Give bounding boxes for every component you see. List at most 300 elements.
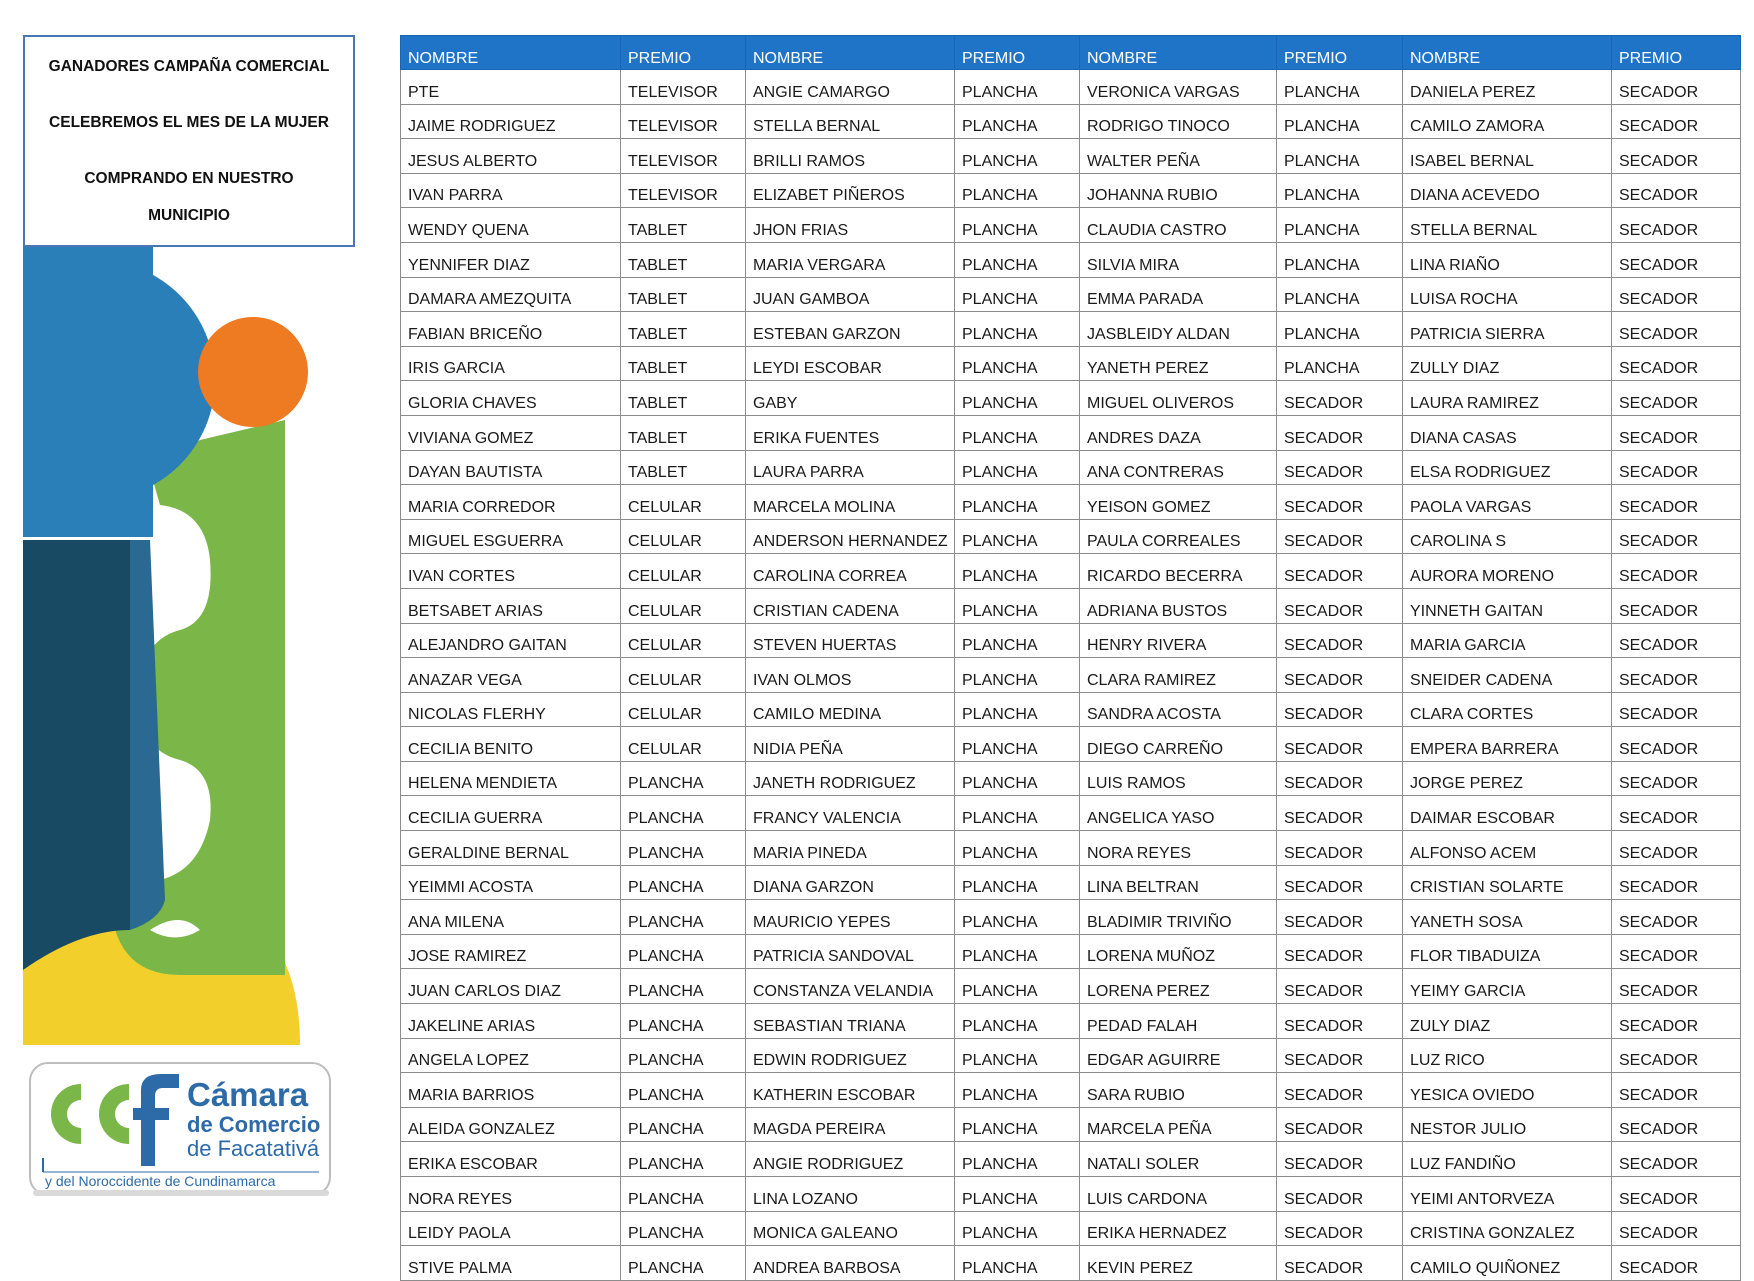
prize-cell: PLANCHA	[955, 796, 1080, 831]
prize-cell: SECADOR	[1612, 139, 1741, 174]
winner-name-cell: ERIKA HERNADEZ	[1080, 1211, 1277, 1246]
table-row	[401, 415, 1741, 450]
prize-cell: SECADOR	[1612, 969, 1741, 1004]
logo-name-line-1: Cámara	[187, 1076, 309, 1113]
prize-cell: CELULAR	[621, 623, 746, 658]
prize-cell: SECADOR	[1277, 415, 1403, 450]
winner-name-cell: LUIS CARDONA	[1080, 1177, 1277, 1212]
orange-circle	[198, 317, 308, 427]
winner-name-cell: CLAUDIA CASTRO	[1080, 208, 1277, 243]
winner-name-cell: MIGUEL ESGUERRA	[401, 519, 621, 554]
winner-name-cell: LINA RIAÑO	[1403, 242, 1612, 277]
prize-cell: PLANCHA	[955, 1038, 1080, 1073]
winners-table	[400, 35, 1741, 1281]
header-row	[401, 36, 1741, 70]
winner-name-cell: JHON FRIAS	[746, 208, 955, 243]
prize-cell: SECADOR	[1277, 1004, 1403, 1039]
winner-name-cell: ANDRES DAZA	[1080, 415, 1277, 450]
winner-name-cell: LEYDI ESCOBAR	[746, 346, 955, 381]
winner-name-cell: SILVIA MIRA	[1080, 242, 1277, 277]
prize-cell: PLANCHA	[1277, 242, 1403, 277]
prize-cell: SECADOR	[1277, 900, 1403, 935]
winner-name-cell: PATRICIA SIERRA	[1403, 312, 1612, 347]
winner-name-cell: IVAN CORTES	[401, 554, 621, 589]
prize-cell: SECADOR	[1612, 485, 1741, 520]
winner-name-cell: RICARDO BECERRA	[1080, 554, 1277, 589]
prize-cell: SECADOR	[1612, 1073, 1741, 1108]
column-header-nombre: NOMBRE	[1403, 36, 1612, 70]
winner-name-cell: ESTEBAN GARZON	[746, 312, 955, 347]
winner-name-cell: RODRIGO TINOCO	[1080, 104, 1277, 139]
winner-name-cell: DIEGO CARREÑO	[1080, 727, 1277, 762]
title-line-1: GANADORES CAMPAÑA COMERCIAL	[48, 58, 330, 75]
winner-name-cell: JAIME RODRIGUEZ	[401, 104, 621, 139]
prize-cell: SECADOR	[1612, 934, 1741, 969]
navy-shape	[23, 540, 130, 970]
prize-cell: SECADOR	[1277, 1246, 1403, 1281]
prize-cell: PLANCHA	[621, 761, 746, 796]
winner-name-cell: CAMILO MEDINA	[746, 692, 955, 727]
prize-cell: PLANCHA	[955, 1107, 1080, 1142]
prize-cell: PLANCHA	[955, 1004, 1080, 1039]
table-row	[401, 796, 1741, 831]
winner-name-cell: FABIAN BRICEÑO	[401, 312, 621, 347]
chamber-of-commerce-logo	[29, 1062, 332, 1198]
winner-name-cell: ELSA RODRIGUEZ	[1403, 450, 1612, 485]
winner-name-cell: WENDY QUENA	[401, 208, 621, 243]
winner-name-cell: YEISON GOMEZ	[1080, 485, 1277, 520]
prize-cell: SECADOR	[1277, 831, 1403, 866]
table-row	[401, 865, 1741, 900]
table-row	[401, 1073, 1741, 1108]
winner-name-cell: DIANA CASAS	[1403, 415, 1612, 450]
prize-cell: PLANCHA	[955, 485, 1080, 520]
table-row	[401, 727, 1741, 762]
winner-name-cell: YEIMY GARCIA	[1403, 969, 1612, 1004]
prize-cell: PLANCHA	[621, 969, 746, 1004]
prize-cell: PLANCHA	[621, 1142, 746, 1177]
prize-cell: TELEVISOR	[621, 70, 746, 105]
winner-name-cell: MARCELA PEÑA	[1080, 1107, 1277, 1142]
winner-name-cell: CAMILO ZAMORA	[1403, 104, 1612, 139]
prize-cell: PLANCHA	[955, 70, 1080, 105]
prize-cell: PLANCHA	[955, 969, 1080, 1004]
logo-name-line-3: de Facatativá	[187, 1136, 320, 1161]
prize-cell: TABLET	[621, 381, 746, 416]
winner-name-cell: ALFONSO ACEM	[1403, 831, 1612, 866]
winner-name-cell: WALTER PEÑA	[1080, 139, 1277, 174]
column-header-premio: PREMIO	[621, 36, 746, 70]
winner-name-cell: DIANA ACEVEDO	[1403, 173, 1612, 208]
column-header-premio: PREMIO	[1612, 36, 1741, 70]
prize-cell: SECADOR	[1612, 208, 1741, 243]
winner-name-cell: LAURA PARRA	[746, 450, 955, 485]
table-row	[401, 934, 1741, 969]
column-header-nombre: NOMBRE	[746, 36, 955, 70]
winner-name-cell: SANDRA ACOSTA	[1080, 692, 1277, 727]
prize-cell: SECADOR	[1277, 485, 1403, 520]
winner-name-cell: LUIS RAMOS	[1080, 761, 1277, 796]
prize-cell: SECADOR	[1612, 70, 1741, 105]
prize-cell: SECADOR	[1612, 277, 1741, 312]
table-row	[401, 1142, 1741, 1177]
table-row	[401, 554, 1741, 589]
prize-cell: PLANCHA	[955, 1246, 1080, 1281]
prize-cell: SECADOR	[1277, 381, 1403, 416]
prize-cell: SECADOR	[1612, 727, 1741, 762]
winner-name-cell: YINNETH GAITAN	[1403, 588, 1612, 623]
winner-name-cell: DAYAN BAUTISTA	[401, 450, 621, 485]
prize-cell: SECADOR	[1277, 588, 1403, 623]
table-row	[401, 761, 1741, 796]
winner-name-cell: PATRICIA SANDOVAL	[746, 934, 955, 969]
prize-cell: SECADOR	[1612, 554, 1741, 589]
prize-cell: SECADOR	[1277, 623, 1403, 658]
table-row	[401, 1107, 1741, 1142]
prize-cell: PLANCHA	[621, 1246, 746, 1281]
prize-cell: PLANCHA	[955, 1211, 1080, 1246]
winner-name-cell: CAROLINA CORREA	[746, 554, 955, 589]
prize-cell: PLANCHA	[955, 519, 1080, 554]
prize-cell: SECADOR	[1277, 1107, 1403, 1142]
table-row	[401, 900, 1741, 935]
table-row	[401, 588, 1741, 623]
winner-name-cell: YANETH PEREZ	[1080, 346, 1277, 381]
table-row	[401, 173, 1741, 208]
winner-name-cell: LAURA RAMIREZ	[1403, 381, 1612, 416]
column-header-premio: PREMIO	[955, 36, 1080, 70]
prize-cell: PLANCHA	[1277, 173, 1403, 208]
winner-name-cell: BLADIMIR TRIVIÑO	[1080, 900, 1277, 935]
winner-name-cell: MARIA GARCIA	[1403, 623, 1612, 658]
prize-cell: TABLET	[621, 208, 746, 243]
prize-cell: PLANCHA	[621, 1038, 746, 1073]
prize-cell: PLANCHA	[955, 865, 1080, 900]
prize-cell: PLANCHA	[955, 934, 1080, 969]
prize-cell: SECADOR	[1612, 1142, 1741, 1177]
prize-cell: PLANCHA	[955, 831, 1080, 866]
prize-cell: CELULAR	[621, 727, 746, 762]
winner-name-cell: HENRY RIVERA	[1080, 623, 1277, 658]
winner-name-cell: MARIA VERGARA	[746, 242, 955, 277]
winner-name-cell: JUAN GAMBOA	[746, 277, 955, 312]
winner-name-cell: MARIA PINEDA	[746, 831, 955, 866]
winner-name-cell: LINA LOZANO	[746, 1177, 955, 1212]
winner-name-cell: FLOR TIBADUIZA	[1403, 934, 1612, 969]
prize-cell: SECADOR	[1612, 761, 1741, 796]
winner-name-cell: MAURICIO YEPES	[746, 900, 955, 935]
prize-cell: PLANCHA	[955, 1177, 1080, 1212]
prize-cell: PLANCHA	[1277, 277, 1403, 312]
winner-name-cell: YESICA OVIEDO	[1403, 1073, 1612, 1108]
prize-cell: PLANCHA	[621, 831, 746, 866]
winner-name-cell: STELLA BERNAL	[1403, 208, 1612, 243]
winner-name-cell: VERONICA VARGAS	[1080, 70, 1277, 105]
table-row	[401, 381, 1741, 416]
winner-name-cell: YANETH SOSA	[1403, 900, 1612, 935]
prize-cell: SECADOR	[1612, 1107, 1741, 1142]
table-row	[401, 831, 1741, 866]
prize-cell: PLANCHA	[955, 104, 1080, 139]
winner-name-cell: ANGIE RODRIGUEZ	[746, 1142, 955, 1177]
winner-name-cell: PEDAD FALAH	[1080, 1004, 1277, 1039]
prize-cell: SECADOR	[1612, 623, 1741, 658]
winner-name-cell: MAGDA PEREIRA	[746, 1107, 955, 1142]
prize-cell: PLANCHA	[955, 623, 1080, 658]
winner-name-cell: STELLA BERNAL	[746, 104, 955, 139]
prize-cell: PLANCHA	[1277, 70, 1403, 105]
prize-cell: SECADOR	[1277, 934, 1403, 969]
table-row	[401, 623, 1741, 658]
prize-cell: TELEVISOR	[621, 139, 746, 174]
prize-cell: SECADOR	[1612, 831, 1741, 866]
winner-name-cell: ZULLY DIAZ	[1403, 346, 1612, 381]
winner-name-cell: DANIELA PEREZ	[1403, 70, 1612, 105]
table-row	[401, 346, 1741, 381]
prize-cell: SECADOR	[1612, 658, 1741, 693]
prize-cell: PLANCHA	[621, 1211, 746, 1246]
winner-name-cell: JOHANNA RUBIO	[1080, 173, 1277, 208]
table-row	[401, 277, 1741, 312]
winner-name-cell: CLARA CORTES	[1403, 692, 1612, 727]
prize-cell: SECADOR	[1612, 1004, 1741, 1039]
prize-cell: PLANCHA	[955, 312, 1080, 347]
prize-cell: SECADOR	[1277, 727, 1403, 762]
prize-cell: SECADOR	[1612, 346, 1741, 381]
prize-cell: PLANCHA	[1277, 139, 1403, 174]
winner-name-cell: NORA REYES	[1080, 831, 1277, 866]
table-row	[401, 242, 1741, 277]
winners-table-body	[401, 70, 1741, 1281]
column-header-nombre: NOMBRE	[1080, 36, 1277, 70]
prize-cell: PLANCHA	[955, 208, 1080, 243]
winner-name-cell: ELIZABET PIÑEROS	[746, 173, 955, 208]
winner-name-cell: YENNIFER DIAZ	[401, 242, 621, 277]
table-row	[401, 312, 1741, 347]
prize-cell: SECADOR	[1612, 588, 1741, 623]
prize-cell: TABLET	[621, 242, 746, 277]
winner-name-cell: EMPERA BARRERA	[1403, 727, 1612, 762]
winners-table-header	[401, 36, 1741, 70]
prize-cell: SECADOR	[1277, 692, 1403, 727]
winner-name-cell: GERALDINE BERNAL	[401, 831, 621, 866]
campaign-title-box	[23, 35, 355, 247]
winner-name-cell: LEIDY PAOLA	[401, 1211, 621, 1246]
title-line-2: CELEBREMOS EL MES DE LA MUJER	[49, 114, 329, 131]
winner-name-cell: STIVE PALMA	[401, 1246, 621, 1281]
table-row	[401, 1177, 1741, 1212]
winner-name-cell: MARCELA MOLINA	[746, 485, 955, 520]
prize-cell: PLANCHA	[621, 934, 746, 969]
prize-cell: SECADOR	[1612, 312, 1741, 347]
prize-cell: SECADOR	[1612, 865, 1741, 900]
column-header-premio: PREMIO	[1277, 36, 1403, 70]
prize-cell: CELULAR	[621, 554, 746, 589]
winner-name-cell: HELENA MENDIETA	[401, 761, 621, 796]
winner-name-cell: MIGUEL OLIVEROS	[1080, 381, 1277, 416]
prize-cell: TELEVISOR	[621, 173, 746, 208]
prize-cell: SECADOR	[1612, 796, 1741, 831]
winner-name-cell: ANGELICA YASO	[1080, 796, 1277, 831]
prize-cell: PLANCHA	[955, 139, 1080, 174]
table-row	[401, 692, 1741, 727]
table-row	[401, 139, 1741, 174]
prize-cell: TABLET	[621, 312, 746, 347]
winner-name-cell: PAULA CORREALES	[1080, 519, 1277, 554]
prize-cell: PLANCHA	[955, 277, 1080, 312]
winner-name-cell: ALEJANDRO GAITAN	[401, 623, 621, 658]
prize-cell: PLANCHA	[621, 1073, 746, 1108]
table-row	[401, 1038, 1741, 1073]
prize-cell: PLANCHA	[621, 1107, 746, 1142]
winner-name-cell: ANDERSON HERNANDEZ	[746, 519, 955, 554]
winner-name-cell: CAROLINA S	[1403, 519, 1612, 554]
prize-cell: CELULAR	[621, 485, 746, 520]
table-row	[401, 450, 1741, 485]
prize-cell: SECADOR	[1277, 1073, 1403, 1108]
prize-cell: SECADOR	[1612, 1038, 1741, 1073]
prize-cell: SECADOR	[1277, 1142, 1403, 1177]
prize-cell: SECADOR	[1277, 450, 1403, 485]
winner-name-cell: PAOLA VARGAS	[1403, 485, 1612, 520]
winner-name-cell: LORENA MUÑOZ	[1080, 934, 1277, 969]
logo-name-line-2: de Comercio	[187, 1112, 321, 1137]
winner-name-cell: CRISTIAN SOLARTE	[1403, 865, 1612, 900]
winner-name-cell: CAMILO QUIÑONEZ	[1403, 1246, 1612, 1281]
winner-name-cell: BRILLI RAMOS	[746, 139, 955, 174]
prize-cell: SECADOR	[1277, 554, 1403, 589]
table-row	[401, 208, 1741, 243]
prize-cell: SECADOR	[1612, 173, 1741, 208]
winner-name-cell: YEIMI ANTORVEZA	[1403, 1177, 1612, 1212]
prize-cell: SECADOR	[1612, 104, 1741, 139]
prize-cell: PLANCHA	[955, 727, 1080, 762]
winner-name-cell: EDGAR AGUIRRE	[1080, 1038, 1277, 1073]
prize-cell: PLANCHA	[1277, 208, 1403, 243]
winner-name-cell: KATHERIN ESCOBAR	[746, 1073, 955, 1108]
prize-cell: SECADOR	[1612, 450, 1741, 485]
table-row	[401, 1211, 1741, 1246]
prize-cell: PLANCHA	[955, 658, 1080, 693]
prize-cell: SECADOR	[1277, 865, 1403, 900]
winner-name-cell: MONICA GALEANO	[746, 1211, 955, 1246]
prize-cell: SECADOR	[1277, 761, 1403, 796]
winner-name-cell: NICOLAS FLERHY	[401, 692, 621, 727]
prize-cell: SECADOR	[1612, 1246, 1741, 1281]
prize-cell: PLANCHA	[621, 796, 746, 831]
table-row	[401, 658, 1741, 693]
prize-cell: SECADOR	[1277, 796, 1403, 831]
winner-name-cell: JORGE PEREZ	[1403, 761, 1612, 796]
winner-name-cell: JANETH RODRIGUEZ	[746, 761, 955, 796]
winner-name-cell: DAMARA AMEZQUITA	[401, 277, 621, 312]
winner-name-cell: NIDIA PEÑA	[746, 727, 955, 762]
prize-cell: CELULAR	[621, 588, 746, 623]
table-row	[401, 70, 1741, 105]
winner-name-cell: JUAN CARLOS DIAZ	[401, 969, 621, 1004]
prize-cell: SECADOR	[1612, 381, 1741, 416]
winner-name-cell: JASBLEIDY ALDAN	[1080, 312, 1277, 347]
prize-cell: SECADOR	[1612, 415, 1741, 450]
winner-name-cell: LUISA ROCHA	[1403, 277, 1612, 312]
prize-cell: SECADOR	[1277, 969, 1403, 1004]
prize-cell: PLANCHA	[955, 588, 1080, 623]
winner-name-cell: JAKELINE ARIAS	[401, 1004, 621, 1039]
winner-name-cell: PTE	[401, 70, 621, 105]
prize-cell: TABLET	[621, 277, 746, 312]
winner-name-cell: ERIKA FUENTES	[746, 415, 955, 450]
prize-cell: SECADOR	[1612, 1211, 1741, 1246]
prize-cell: SECADOR	[1277, 1038, 1403, 1073]
prize-cell: SECADOR	[1277, 1177, 1403, 1212]
prize-cell: CELULAR	[621, 658, 746, 693]
prize-cell: PLANCHA	[621, 1004, 746, 1039]
prize-cell: PLANCHA	[955, 1073, 1080, 1108]
winner-name-cell: NESTOR JULIO	[1403, 1107, 1612, 1142]
prize-cell: TABLET	[621, 346, 746, 381]
prize-cell: PLANCHA	[1277, 312, 1403, 347]
winner-name-cell: CLARA RAMIREZ	[1080, 658, 1277, 693]
winner-name-cell: CONSTANZA VELANDIA	[746, 969, 955, 1004]
prize-cell: TELEVISOR	[621, 104, 746, 139]
winner-name-cell: ALEIDA GONZALEZ	[401, 1107, 621, 1142]
winner-name-cell: ANGIE CAMARGO	[746, 70, 955, 105]
winner-name-cell: LUZ FANDIÑO	[1403, 1142, 1612, 1177]
winner-name-cell: CECILIA BENITO	[401, 727, 621, 762]
prize-cell: PLANCHA	[621, 900, 746, 935]
winner-name-cell: BETSABET ARIAS	[401, 588, 621, 623]
prize-cell: PLANCHA	[955, 173, 1080, 208]
winner-name-cell: STEVEN HUERTAS	[746, 623, 955, 658]
winner-name-cell: CRISTIAN CADENA	[746, 588, 955, 623]
winner-name-cell: ISABEL BERNAL	[1403, 139, 1612, 174]
prize-cell: CELULAR	[621, 692, 746, 727]
winner-name-cell: ADRIANA BUSTOS	[1080, 588, 1277, 623]
prize-cell: SECADOR	[1612, 519, 1741, 554]
prize-cell: PLANCHA	[1277, 346, 1403, 381]
winner-name-cell: KEVIN PEREZ	[1080, 1246, 1277, 1281]
table-row	[401, 1004, 1741, 1039]
logo-subtitle: y del Noroccidente de Cundinamarca	[45, 1173, 276, 1189]
prize-cell: CELULAR	[621, 519, 746, 554]
winner-name-cell: MARIA BARRIOS	[401, 1073, 621, 1108]
title-line-3: COMPRANDO EN NUESTRO	[84, 170, 294, 187]
table-row	[401, 1246, 1741, 1281]
winner-name-cell: DIANA GARZON	[746, 865, 955, 900]
winner-name-cell: LINA BELTRAN	[1080, 865, 1277, 900]
winner-name-cell: GLORIA CHAVES	[401, 381, 621, 416]
winner-name-cell: ERIKA ESCOBAR	[401, 1142, 621, 1177]
title-line-4: MUNICIPIO	[148, 207, 230, 224]
winner-name-cell: SNEIDER CADENA	[1403, 658, 1612, 693]
winner-name-cell: LORENA PEREZ	[1080, 969, 1277, 1004]
winner-name-cell: NATALI SOLER	[1080, 1142, 1277, 1177]
winner-name-cell: SEBASTIAN TRIANA	[746, 1004, 955, 1039]
prize-cell: TABLET	[621, 415, 746, 450]
winner-name-cell: MARIA CORREDOR	[401, 485, 621, 520]
prize-cell: SECADOR	[1612, 692, 1741, 727]
winner-name-cell: EDWIN RODRIGUEZ	[746, 1038, 955, 1073]
prize-cell: PLANCHA	[955, 761, 1080, 796]
winner-name-cell: GABY	[746, 381, 955, 416]
prize-cell: PLANCHA	[955, 242, 1080, 277]
winner-name-cell: DAIMAR ESCOBAR	[1403, 796, 1612, 831]
table-row	[401, 485, 1741, 520]
prize-cell: SECADOR	[1612, 900, 1741, 935]
winner-name-cell: JOSE RAMIREZ	[401, 934, 621, 969]
prize-cell: PLANCHA	[955, 381, 1080, 416]
winner-name-cell: SARA RUBIO	[1080, 1073, 1277, 1108]
